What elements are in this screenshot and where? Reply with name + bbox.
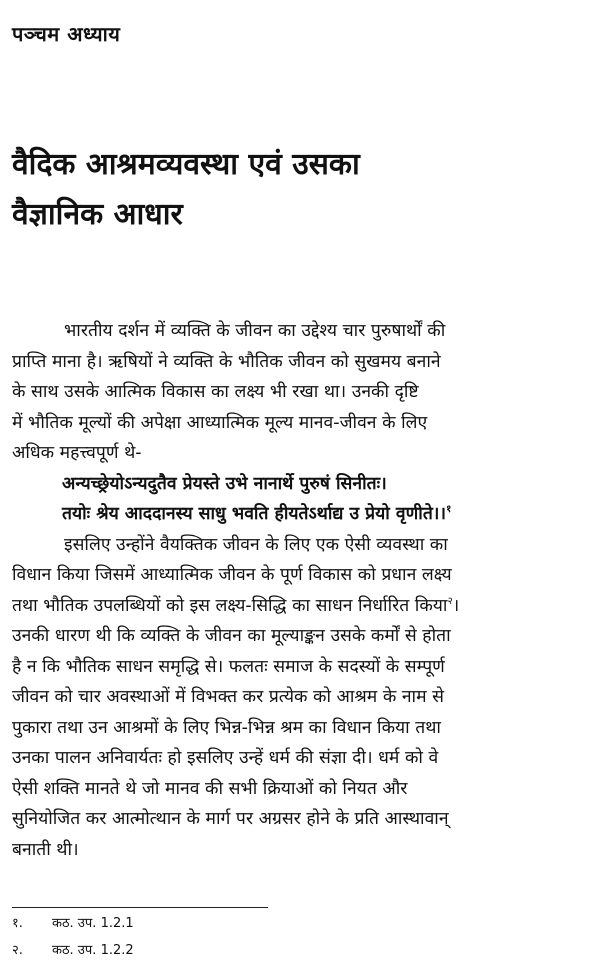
footnote-text: कठ. उप. 1.2.1	[52, 916, 134, 931]
verse-line-2-text: तयोः श्रेय आददानस्य साधु भवति हीयतेऽर्थाद्य उ प्रेयो वृणीते।।	[62, 504, 447, 524]
running-head: पञ्चम अध्याय	[12, 22, 121, 46]
sanskrit-verse	[12, 469, 586, 530]
paragraph-line: तथा भौतिक उपलब्धियों को इस लक्ष्य-सिद्धि का साधन निर्धारित किया$^२$।	[12, 595, 460, 616]
verse-line-1: अन्यच्छ्रेयोऽन्यदुतैव प्रेयस्ते उभे नानार्थे पुरुषं सिनीतः।	[62, 473, 387, 494]
footnote-divider	[12, 907, 268, 908]
paragraph-line: उनका पालन अनिवार्यतः हो इसलिए उन्हें धर्म की संज्ञा दी। धर्म को वे	[12, 748, 439, 768]
paragraph-line: पुकारा तथा उन आश्रमों के लिए भिन्न-भिन्न श्रम का विधान किया तथा	[12, 717, 441, 738]
paragraph-line: ऐसी शक्ति मानते थे जो मानव की सभी क्रियाओं को नियत और	[12, 778, 408, 799]
footnote-2	[12, 937, 134, 964]
footnote-number: १.	[12, 916, 23, 931]
paragraph-2	[12, 530, 586, 866]
verse-line-2	[62, 499, 586, 530]
paragraph-line: में भौतिक मूल्यों की अपेक्षा आध्यात्मिक मूल्य मानव-जीवन के लिए	[12, 412, 428, 433]
footnote-reference-1: १	[446, 504, 452, 516]
chapter-title-line-2: वैज्ञानिक आधार	[12, 197, 183, 232]
paragraph-line: बनाती थी।	[12, 839, 79, 860]
paragraph-line: अधिक महत्त्वपूर्ण थे-	[12, 443, 142, 463]
paragraph-line: है न कि भौतिक साधन समृद्धि से। फलतः समाज के सदस्यों के सम्पूर्ण	[12, 656, 445, 677]
paragraph-line: इसलिए उन्होंने वैयक्तिक जीवन के लिए एक ऐसी व्यवस्था का	[64, 534, 448, 555]
footnote-text: कठ. उप. 1.2.2	[52, 943, 134, 958]
paragraph-line-text: तथा भौतिक उपलब्धियों को इस लक्ष्य-सिद्धि का साधन निर्धारित किया	[12, 595, 448, 616]
chapter-title-line-1: वैदिक आश्रमव्यवस्था एवं उसका	[12, 147, 360, 182]
footnotes	[12, 910, 134, 964]
paragraph-line: उनकी धारण थी कि व्यक्ति के जीवन का मूल्याङ्कन उसके कर्मों से होता	[12, 626, 451, 646]
paragraph-line: भारतीय दर्शन में व्यक्ति के जीवन का उद्देश्य चार पुरुषार्थों की	[64, 321, 446, 341]
footnote-reference-2: २	[447, 595, 453, 607]
paragraph-1	[12, 316, 586, 469]
paragraph-line: प्राप्ति माना है। ऋषियों ने व्यक्ति के भौतिक जीवन को सुखमय बनाने	[12, 351, 441, 372]
paragraph-line: विधान किया जिसमें आध्यात्मिक जीवन के पूर्ण विकास को प्रधान लक्ष्य	[12, 565, 452, 585]
chapter-title	[12, 140, 572, 240]
paragraph-line: के साथ उसके आत्मिक विकास का लक्ष्य भी रखा था। उनकी दृष्टि	[12, 382, 419, 402]
paragraph-line: सुनियोजित कर आत्मोत्थान के मार्ग पर अग्रसर होने के प्रति आस्थावान्	[12, 809, 449, 829]
footnote-number: २.	[12, 943, 23, 958]
body-text	[12, 316, 586, 865]
footnote-1	[12, 910, 134, 937]
paragraph-line: जीवन को चार अवस्थाओं में विभक्त कर प्रत्येक को आश्रम के नाम से	[12, 687, 444, 707]
